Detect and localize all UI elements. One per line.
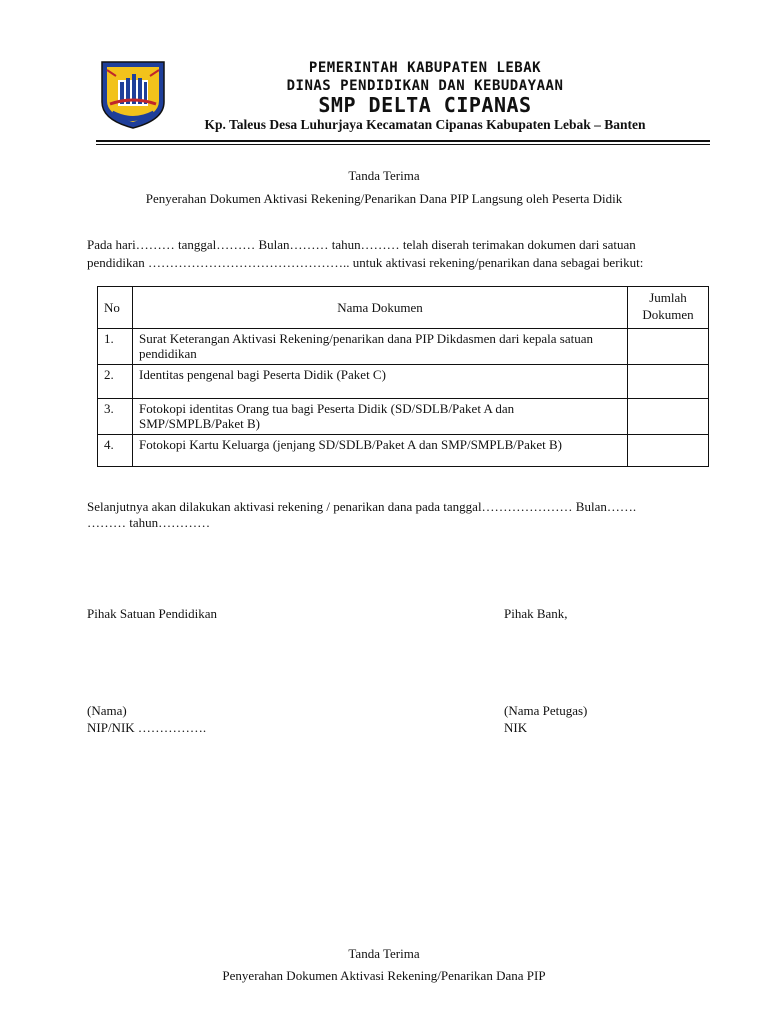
signature-bank-officer-id: NIK — [504, 720, 528, 735]
row-document-count — [628, 365, 709, 399]
row-no: 1. — [98, 329, 133, 365]
letterhead-government: PEMERINTAH KABUPATEN LEBAK — [308, 60, 542, 76]
row-document-name: Fotokopi identitas Orang tua bagi Peserta Didik (SD/SDLB/Paket A dan SMP/SMPLB/Paket B) — [133, 399, 628, 435]
row-document-name: Surat Keterangan Aktivasi Rekening/penarikan dana PIP Dikdasmen dari kepala satuan pendidikan — [133, 329, 628, 365]
signature-bank-party: Pihak Bank, — [504, 606, 568, 621]
letterhead-rule-thick — [96, 140, 710, 142]
header-document-name: Nama Dokumen — [133, 287, 628, 329]
lebak-regency-emblem-icon — [98, 58, 168, 130]
signature-school-party: Pihak Satuan Pendidikan — [87, 606, 217, 621]
table-row — [98, 435, 709, 467]
table-row — [98, 399, 709, 435]
letterhead-school-name: SMP DELTA CIPANAS — [318, 93, 532, 117]
footer-subtitle: Penyerahan Dokumen Aktivasi Rekening/Penarikan Dana PIP — [222, 968, 546, 983]
table-header-row — [98, 287, 709, 329]
header-document-count: Jumlah Dokumen — [628, 287, 709, 329]
footer-title: Tanda Terima — [348, 946, 420, 961]
row-document-name: Identitas pengenal bagi Peserta Didik (Paket C) — [133, 365, 628, 399]
row-no: 4. — [98, 435, 133, 467]
closing-line-2: ……… tahun………… — [87, 515, 211, 530]
row-document-count — [628, 399, 709, 435]
closing-line-1: Selanjutnya akan dilakukan aktivasi rekening / penarikan dana pada tanggal………………… Bulan……. — [87, 499, 637, 514]
table-row — [98, 329, 709, 365]
letterhead-rule-thin — [96, 144, 710, 145]
row-no: 2. — [98, 365, 133, 399]
row-no: 3. — [98, 399, 133, 435]
letterhead-address: Kp. Taleus Desa Luhurjaya Kecamatan Cipanas Kabupaten Lebak – Banten — [204, 117, 646, 132]
document-title: Tanda Terima — [348, 168, 420, 183]
header-no: No — [98, 287, 133, 329]
document-table — [97, 286, 709, 467]
letterhead-department: DINAS PENDIDIKAN DAN KEBUDAYAAN — [286, 78, 564, 94]
table-row — [98, 365, 709, 399]
document-subtitle: Penyerahan Dokumen Aktivasi Rekening/Penarikan Dana PIP Langsung oleh Peserta Didik — [145, 191, 623, 206]
signature-bank-officer-name: (Nama Petugas) — [504, 703, 588, 718]
row-document-count — [628, 435, 709, 467]
row-document-name: Fotokopi Kartu Keluarga (jenjang SD/SDLB/Paket A dan SMP/SMPLB/Paket B) — [133, 435, 628, 467]
intro-line-2: pendidikan ……………………………………….. untuk aktivasi rekening/penarikan dana sebagai berikut: — [87, 255, 644, 270]
row-document-count — [628, 329, 709, 365]
signature-school-name: (Nama) — [87, 703, 127, 718]
signature-school-id: NIP/NIK ……………. — [87, 720, 207, 735]
intro-line-1: Pada hari……… tanggal……… Bulan……… tahun……… telah diserah terimakan dokumen dari satuan — [87, 237, 636, 252]
